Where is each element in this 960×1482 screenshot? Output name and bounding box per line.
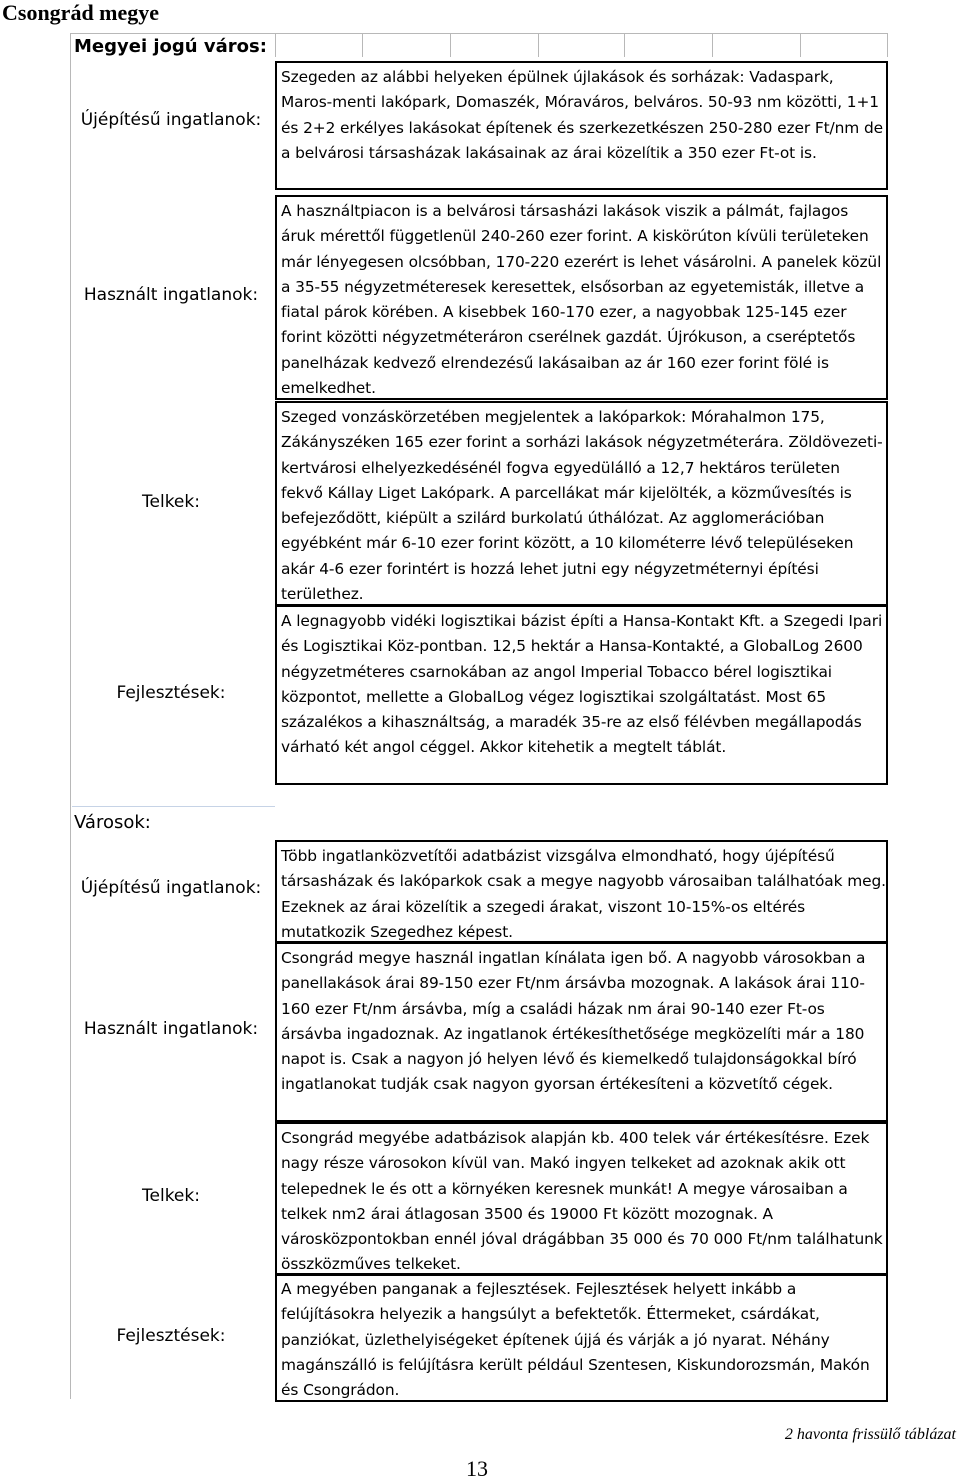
- cell-towns-plots: Csongrád megyébe adatbázisok alapján kb. 400 telek vár értékesítésre. Ezek nagy része városokon kívül van. Makó ingyen telkeket ad azoknak akik ott telepednek le és ott a környéken keresnek munkát! A megye városaiban a telkek nm2 árai átlagosan 3500 és 19000 Ft között mozognak. A városközpontokban ennél jóval drágábban 35 000 és 70 000 Ft/nm találhatunk összközműves telkeket.: [275, 1122, 888, 1276]
- page-title: Csongrád megye: [2, 0, 160, 25]
- grid-line: [275, 33, 276, 57]
- page-number: 13: [466, 1456, 488, 1481]
- cell-plots: Szeged vonzáskörzetében megjelentek a lakóparkok: Mórahalmon 175, Zákányszéken 165 ezer forint a sorházi lakások négyzetméterára. Zöldövezeti-kertvárosi elhelyezkedésénél fogva egyedülálló a 12,7 hektáros területen fekvő Kállay Liget Lakópark. A parcellákat már kijelölték, a közművesítés is befejeződött, kiépült a szilárd burkolatú úthálózat. Az agglomerációban egyébként már 6-10 ezer forint között, a 10 kilométerre lévő településeken akár 4-6 ezer forintért is hozzá lehet jutni egy négyzetméternyi építési területhez.: [275, 401, 888, 606]
- row-label-towns-developments: Fejlesztések:: [116, 1326, 226, 1346]
- section-heading-towns: Városok:: [74, 812, 151, 833]
- cell-towns-developments: A megyében panganak a fejlesztések. Fejlesztések helyett inkább a felújításokra helyezik a hangsúlyt a befektetők. Éttermeket, csárdákat, panziókat, üzlethelyiségeket építenek újjá és várják a jó nyarat. Néhány magánszálló is felújításra került például Szentesen, Kiskundorozsmán, Makón és Csongrádon.: [275, 1273, 888, 1402]
- footer-note: 2 havonta frissülő táblázat: [784, 1426, 956, 1443]
- grid-line: [450, 33, 451, 57]
- row-label-used: Használt ingatlanok:: [83, 285, 259, 305]
- section-separator: [72, 806, 275, 807]
- row-label-developments: Fejlesztések:: [116, 683, 226, 703]
- cell-new-builds: Szegeden az alábbi helyeken épülnek újlakások és sorházak: Vadaspark, Maros-menti lakópark, Domaszék, Móraváros, belváros. 50-93 nm közötti, 1+1 és 2+2 erkélyes lakásokat építenek és szerkezetkészen 250-280 ezer Ft/nm de a belvárosi társasházak lakásainak az árai közelítik a 350 ezer Ft-ot is.: [275, 61, 888, 190]
- grid-line: [887, 33, 888, 57]
- cell-towns-new-builds: Több ingatlanközvetítői adatbázist vizsgálva elmondható, hogy újépítésű társasházak és lakóparkok csak a megye nagyobb városaiban találhatóak meg. Ezeknek az árai közelítik a szegedi árakat, viszont 10-15%-os eltérés mutatkozik Szegedhez képest.: [275, 840, 888, 943]
- cell-towns-used: Csongrád megye használ ingatlan kínálata igen bő. A nagyobb városokban a panellakások árai 89-150 ezer Ft/nm ársávba mozognak. A lakások árai 110-160 ezer Ft/nm ársávba, míg a családi házak nm árai 90-140 ezer Ft-os ársávba ingadoznak. Az ingatlanok értékesíthetősége megközelíti már a 180 napot is. Csak a nagyon jó helyen lévő és kiemelkedő tulajdonságokkal bíró ingatlanokat tudják csak nagyon gyorsan értékesíteni a közvetítő cégek.: [275, 942, 888, 1122]
- grid-line: [800, 33, 801, 57]
- row-label-towns-used: Használt ingatlanok:: [83, 1019, 259, 1039]
- row-label-towns-new-builds: Újépítésű ingatlanok:: [80, 878, 262, 898]
- grid-line: [712, 33, 713, 57]
- grid-line: [624, 33, 625, 57]
- section-heading-county-city: Megyei jogú város:: [74, 36, 267, 57]
- grid-line: [362, 33, 363, 57]
- cell-developments: A legnagyobb vidéki logisztikai bázist építi a Hansa-Kontakt Kft. a Szegedi Ipari és Logisztikai Köz-pontban. 12,5 hektár a Hansa-Kontakté, a GlobalLog 2600 négyzetméteres csarnokában az angol Imperial Tobacco bérel logisztikai központot, mellette a GlobalLog végez logisztikai szolgáltatást. Most 65 százalékos a kihasználtság, a maradék 35-re az első félévben megállapodás várható két angol céggel. Akkor kitehetik a megtelt táblát.: [275, 605, 888, 785]
- cell-used: A használtpiacon is a belvárosi társasházi lakások viszik a pálmát, fajlagos áruk mérettől függetlenül 240-260 ezer forint. A kiskörúton kívüli területeken már lényegesen olcsóbban, 170-220 ezerért is lehet vásárolni. A panelek közül a 35-55 négyzetméteresek keresettek, elsősorban az egyetemisták, illetve a fiatal párok körében. A kisebbek 160-170 ezer, a nagyobbak 125-145 ezer forint közötti négyzetméteráron cserélnek gazdát. Újrókuson, a cseréptetős panelházak kedvező elrendezésű lakásaiban az ár 160 ezer forint fölé is emelkedhet.: [275, 195, 888, 400]
- row-label-plots: Telkek:: [142, 492, 200, 512]
- row-label-new-builds: Újépítésű ingatlanok:: [80, 110, 262, 130]
- grid-line: [538, 33, 539, 57]
- row-label-towns-plots: Telkek:: [142, 1186, 200, 1206]
